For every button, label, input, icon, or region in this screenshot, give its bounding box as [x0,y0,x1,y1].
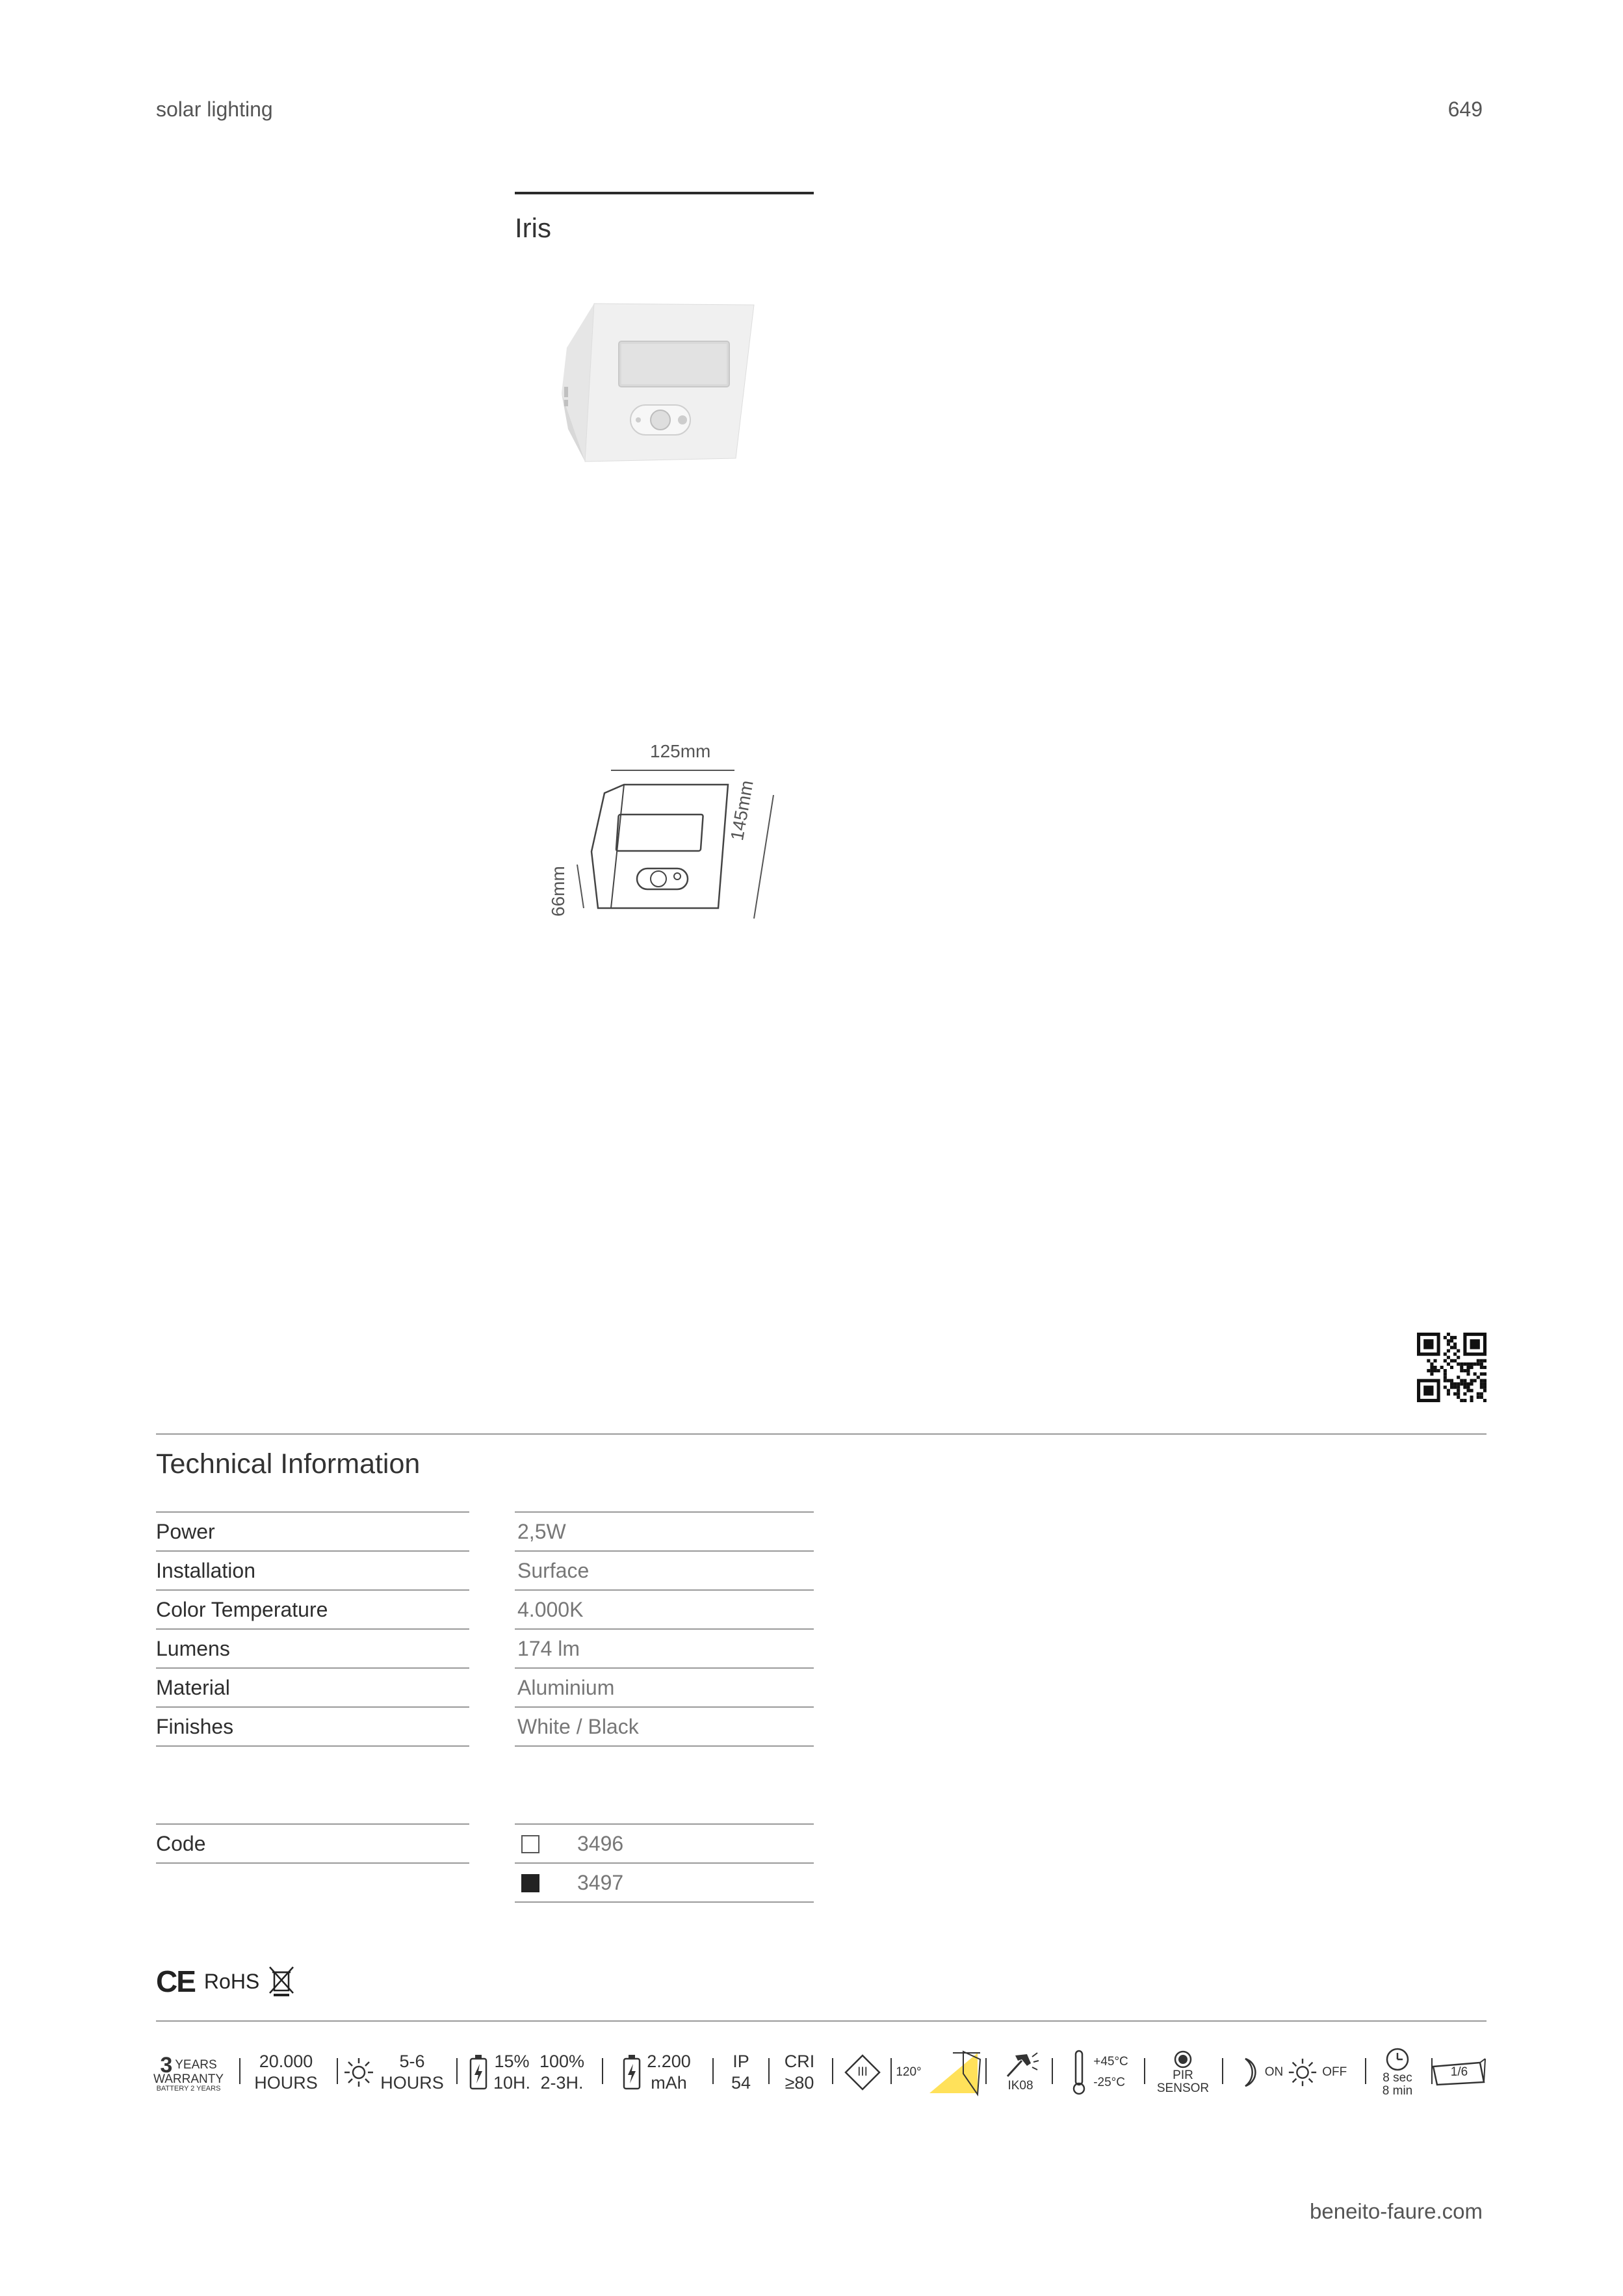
spec-value-material: Aluminium [515,1667,814,1708]
separator [832,2058,833,2084]
product-photo [559,296,767,468]
page-number: 649 [1448,98,1483,121]
ik-rating: IK08 [994,2041,1046,2104]
white-finish-swatch [521,1835,539,1853]
dim-height-label: 145mm [727,779,757,842]
separator [985,2058,987,2084]
sun-icon [343,2056,375,2089]
qr-code [1417,1333,1487,1402]
temperature-range: +45°C -25°C [1061,2041,1139,2104]
lifetime-hours: 20.000 HOURS [254,2052,318,2093]
warranty-badge: 3 YEARS WARRANTY BATTERY 2 YEARS [153,2052,224,2093]
icons-rule [156,2020,1487,2022]
separator [1222,2058,1223,2084]
spec-label-finishes: Finishes [156,1706,469,1747]
sensor-icon [1173,2050,1193,2069]
section-rule [156,1433,1487,1435]
electrical-class: III [840,2041,885,2104]
tech-info-title: Technical Information [156,1448,421,1480]
separator [239,2058,240,2084]
specs-bottom-rule [515,1745,814,1747]
code-label-rule [156,1862,469,1864]
pir-sensor: PIR SENSOR [1150,2041,1215,2104]
code-row-white: 3496 [515,1823,814,1864]
code-label: Code [156,1823,469,1864]
spec-label-installation: Installation [156,1550,469,1591]
code-row-black: 3497 [515,1862,814,1903]
battery-icon [622,2054,642,2091]
beam-angle: 120° [897,2041,981,2104]
beam-cone-icon [924,2048,983,2097]
spec-label-power: Power [156,1511,469,1552]
spec-label-color-temperature: Color Temperature [156,1589,469,1630]
dim-width-label: 125mm [650,741,711,761]
rohs-label: RoHS [203,1969,260,1993]
spec-value-installation: Surface [515,1550,814,1591]
separator [712,2058,714,2084]
footer-website: beneito-faure.com [1310,2199,1483,2223]
separator [890,2058,892,2084]
page-category: solar lighting [156,98,273,121]
tilt-ratio: 1/6 [1430,2041,1488,2104]
timer-settings: 8 sec 8 min [1371,2041,1423,2104]
charging-hours: 5-6 HOURS [344,2041,442,2104]
dusk-dawn-mode: ON OFF [1228,2041,1358,2104]
spec-label-material: Material [156,1667,469,1708]
moon-icon [1240,2056,1261,2089]
separator [768,2058,770,2084]
spec-value-lumens: 174 lm [515,1628,814,1669]
battery-icon [469,2054,488,2091]
separator [1052,2058,1053,2084]
sun-icon [1287,2057,1318,2088]
product-name: Iris [515,213,551,243]
separator [1144,2058,1145,2084]
thermometer-icon [1071,2050,1087,2095]
separator [337,2058,338,2084]
spec-value-finishes: White / Black [515,1706,814,1747]
spec-value-power: 2,5W [515,1511,814,1552]
spec-value-color-temperature: 4.000K [515,1589,814,1630]
specs-bottom-rule [156,1745,469,1747]
title-rule [515,192,814,194]
separator [456,2058,458,2084]
cri-rating: CRI ≥80 [784,2052,815,2093]
battery-capacity: 2.200 mAh [614,2041,699,2104]
clock-icon [1385,2047,1410,2072]
codes-bottom-rule [515,1901,814,1903]
certifications [156,1963,294,2000]
feature-icons-bar [153,2041,1487,2104]
dimension-drawing [539,738,786,933]
weee-bin-icon [268,1966,294,1997]
separator [602,2058,603,2084]
black-finish-swatch [521,1874,539,1892]
ip-rating: IP 54 [731,2052,751,2093]
spec-label-lumens: Lumens [156,1628,469,1669]
ce-mark: CE [156,1964,195,1998]
dim-depth-label: 66mm [548,866,568,917]
battery-autonomy: 15% 100% 10H. 2-3H. [468,2041,585,2104]
separator [1365,2058,1366,2084]
impact-hammer-icon [1002,2052,1039,2079]
